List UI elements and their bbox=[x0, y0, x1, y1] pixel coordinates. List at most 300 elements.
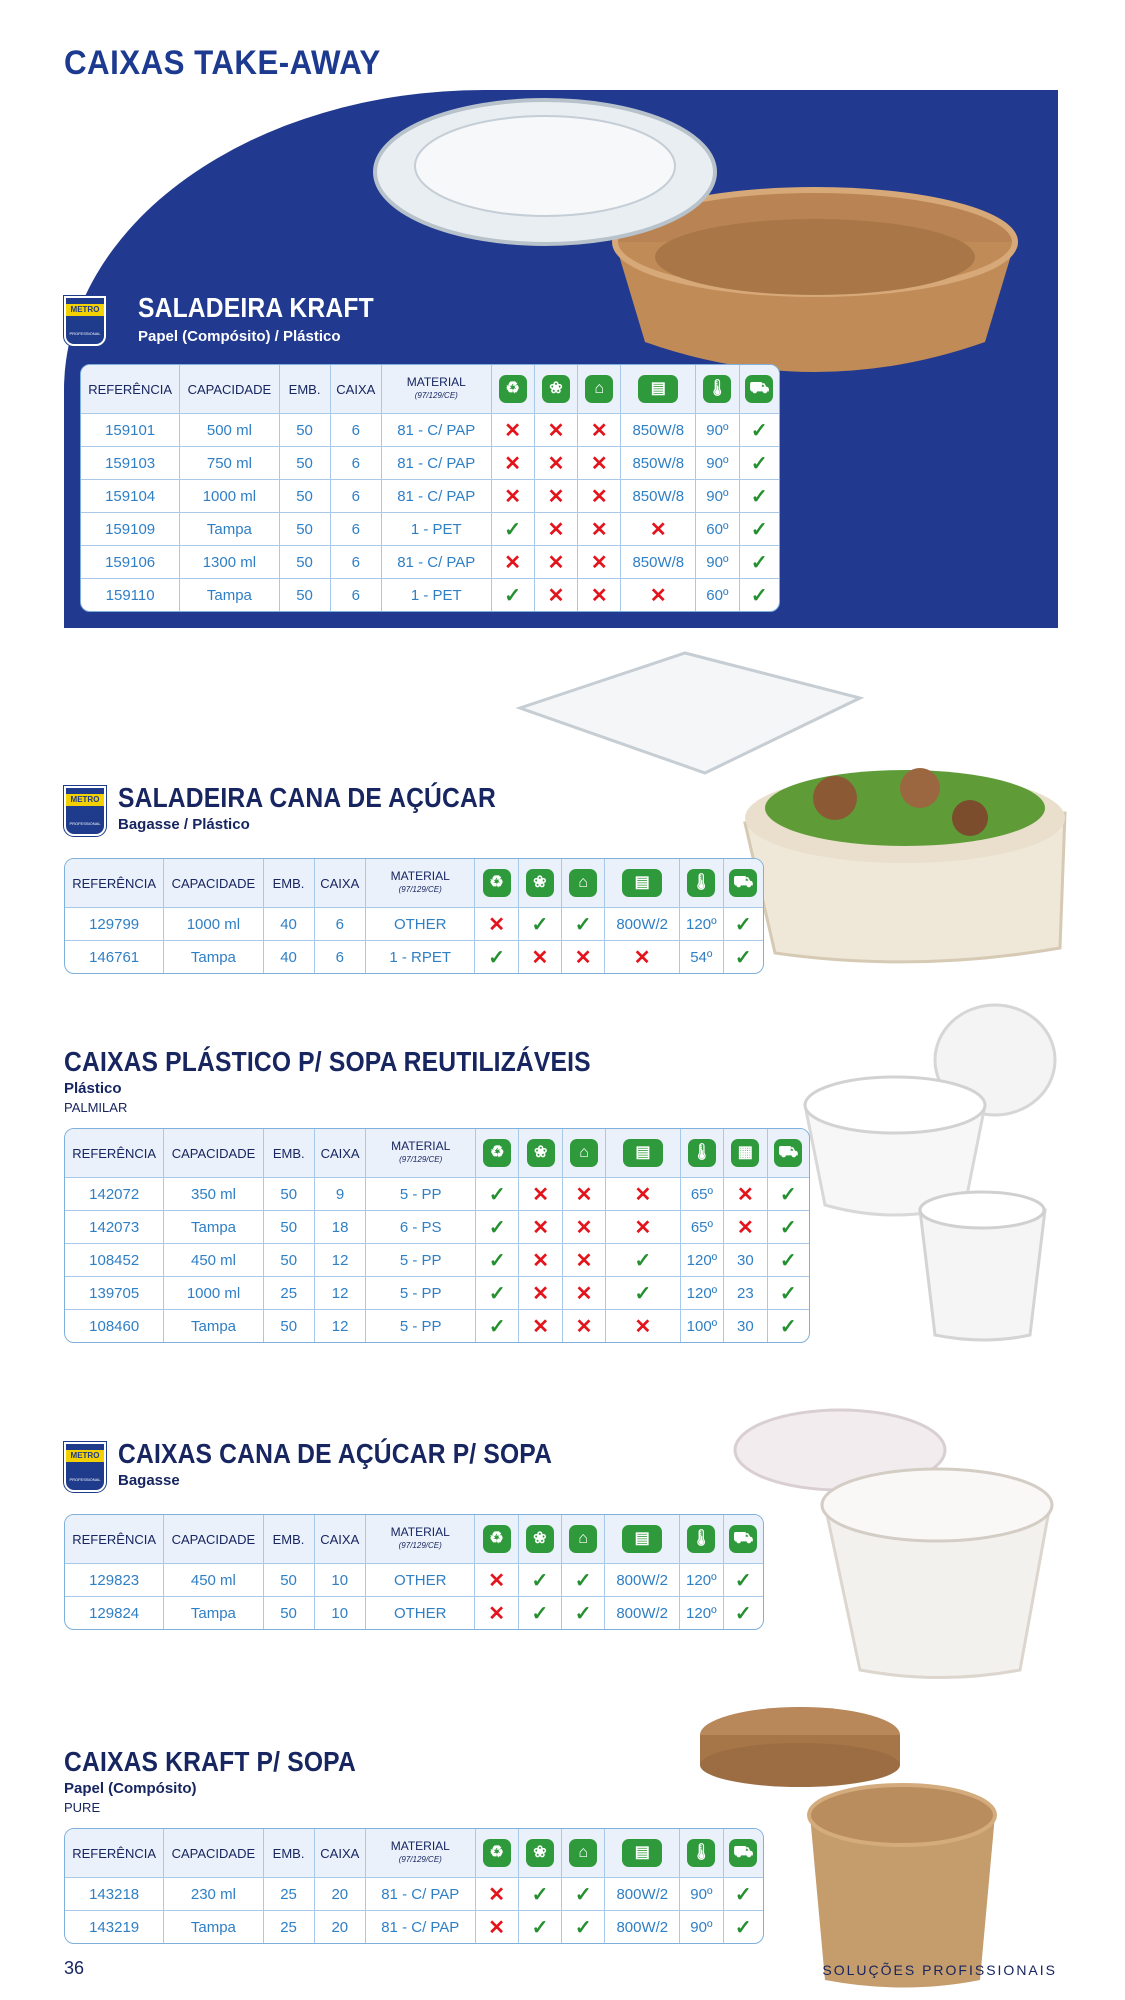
table-cell-flag bbox=[740, 480, 779, 513]
table-cell: 100º bbox=[681, 1310, 724, 1342]
cross-icon: ✕ bbox=[504, 452, 522, 475]
table-cell: 230 ml bbox=[164, 1878, 263, 1911]
metro-logo: METRO PROFESSIONAL bbox=[64, 296, 106, 346]
cross-icon: ✕ bbox=[575, 1282, 593, 1305]
oven-icon: ▦ bbox=[731, 1139, 759, 1167]
table-cell: 6 bbox=[315, 941, 366, 973]
table-cell-flag bbox=[606, 1178, 681, 1211]
table-cell-flag bbox=[740, 579, 779, 611]
table-row bbox=[65, 1310, 809, 1342]
column-header-icon bbox=[606, 1129, 681, 1178]
metro-logo: METRO PROFESSIONAL bbox=[64, 1442, 106, 1492]
microwave-icon: ▤ bbox=[638, 375, 678, 403]
material-label: MATERIAL bbox=[406, 375, 466, 389]
cross-icon: ✕ bbox=[488, 1883, 506, 1906]
table-cell: 6 bbox=[331, 447, 382, 480]
cross-icon: ✕ bbox=[504, 419, 522, 442]
table-cell-flag bbox=[562, 1564, 605, 1597]
table-cell: 10 bbox=[315, 1564, 366, 1597]
table-cell: 800W/2 bbox=[605, 908, 680, 941]
table-cell: 90º bbox=[680, 1911, 723, 1943]
table-cell: 6 bbox=[331, 513, 382, 546]
column-header: CAIXA bbox=[315, 1829, 366, 1878]
table-cell: 850W/8 bbox=[621, 414, 696, 447]
delivery-icon: ⛟ bbox=[729, 869, 757, 897]
column-header: CAPACIDADE bbox=[164, 1129, 263, 1178]
table-cell: 1300 ml bbox=[180, 546, 279, 579]
table-row bbox=[65, 1211, 809, 1244]
table-cell: 50 bbox=[264, 1178, 315, 1211]
table-cell: 54º bbox=[680, 941, 723, 973]
cross-icon: ✕ bbox=[547, 419, 565, 442]
table-cell-flag bbox=[768, 1211, 809, 1244]
delivery-icon: ⛟ bbox=[774, 1139, 802, 1167]
page-title: CAIXAS TAKE-AWAY bbox=[64, 44, 381, 82]
column-header-icon bbox=[562, 859, 605, 908]
cross-icon: ✕ bbox=[590, 485, 608, 508]
table-cell: 120º bbox=[680, 908, 723, 941]
section-title: CAIXAS CANA DE AÇÚCAR P/ SOPA bbox=[118, 1438, 553, 1469]
column-header: REFERÊNCIA bbox=[65, 1515, 164, 1564]
temperature-icon: 🌡 bbox=[687, 869, 715, 897]
table-cell: 90º bbox=[696, 414, 739, 447]
column-header-icon bbox=[578, 365, 621, 414]
temperature-icon: 🌡 bbox=[687, 1525, 715, 1553]
microwave-icon: ▤ bbox=[623, 1139, 663, 1167]
table-cell: 120º bbox=[681, 1244, 724, 1277]
table-cell: 143218 bbox=[65, 1878, 164, 1911]
compostable-icon: ❀ bbox=[526, 869, 554, 897]
recycle-icon: ♻ bbox=[483, 1525, 511, 1553]
column-header-material bbox=[366, 1515, 475, 1564]
table-cell: 20 bbox=[315, 1911, 366, 1943]
table-cell: 6 bbox=[331, 546, 382, 579]
table-row bbox=[65, 1597, 763, 1629]
material-label: MATERIAL bbox=[391, 1139, 451, 1153]
column-header: EMB. bbox=[264, 1829, 315, 1878]
column-header-material bbox=[366, 1829, 476, 1878]
table-cell-flag bbox=[535, 513, 578, 546]
table-cell: 159103 bbox=[81, 447, 180, 480]
table-cell: 800W/2 bbox=[605, 1878, 680, 1911]
table-row bbox=[65, 1911, 763, 1943]
table-cell: 18 bbox=[315, 1211, 366, 1244]
table-cell: 800W/2 bbox=[605, 1564, 680, 1597]
material-label: MATERIAL bbox=[390, 1839, 450, 1853]
table-cell-flag bbox=[476, 1178, 519, 1211]
table-cell-flag bbox=[578, 414, 621, 447]
table-cell: 81 - C/ PAP bbox=[382, 447, 492, 480]
table-cell-flag bbox=[724, 1564, 764, 1597]
cross-icon: ✕ bbox=[504, 485, 522, 508]
check-icon: ✓ bbox=[750, 584, 768, 607]
table-cell: 350 ml bbox=[164, 1178, 263, 1211]
column-header-icon bbox=[696, 365, 739, 414]
column-header: CAPACIDADE bbox=[164, 1829, 263, 1878]
table-cell: 90º bbox=[680, 1878, 723, 1911]
table-cell: Tampa bbox=[180, 579, 279, 611]
column-header-icon bbox=[519, 859, 562, 908]
table-cell: 6 bbox=[331, 414, 382, 447]
compostable-icon: ❀ bbox=[526, 1839, 554, 1867]
column-header-icon bbox=[519, 1129, 562, 1178]
product-table bbox=[80, 364, 780, 612]
table-cell: 129823 bbox=[65, 1564, 164, 1597]
table-cell: 129799 bbox=[65, 908, 164, 941]
column-header-icon bbox=[724, 1829, 763, 1878]
material-directive: (97/129/CE) bbox=[399, 1155, 443, 1164]
section-subtitle: Bagasse bbox=[118, 1472, 180, 1489]
table-cell: 12 bbox=[315, 1277, 366, 1310]
cross-icon: ✕ bbox=[649, 518, 667, 541]
column-header-material bbox=[366, 1129, 476, 1178]
table-cell-flag bbox=[562, 1597, 605, 1629]
microwave-icon: ▤ bbox=[622, 869, 662, 897]
column-header-icon bbox=[768, 1129, 809, 1178]
column-header-icon bbox=[724, 1515, 764, 1564]
column-header-icon bbox=[519, 1829, 562, 1878]
temperature-icon: 🌡 bbox=[688, 1139, 716, 1167]
table-cell-flag bbox=[563, 1178, 606, 1211]
table-cell: 30 bbox=[724, 1310, 767, 1342]
section-title: SALADEIRA CANA DE AÇÚCAR bbox=[118, 782, 496, 813]
table-cell: 81 - C/ PAP bbox=[366, 1878, 476, 1911]
cross-icon: ✕ bbox=[488, 1602, 505, 1625]
table-cell: 129824 bbox=[65, 1597, 164, 1629]
check-icon: ✓ bbox=[734, 913, 752, 936]
column-header: EMB. bbox=[280, 365, 331, 414]
table-cell-flag bbox=[578, 513, 621, 546]
food-waste-icon: ⌂ bbox=[569, 869, 597, 897]
column-header: CAIXA bbox=[331, 365, 382, 414]
check-icon: ✓ bbox=[488, 1249, 506, 1272]
microwave-icon: ▤ bbox=[622, 1525, 662, 1553]
table-cell-flag bbox=[606, 1310, 681, 1342]
material-directive: (97/129/CE) bbox=[398, 1855, 442, 1864]
table-cell-flag bbox=[519, 1878, 562, 1911]
column-header-icon bbox=[562, 1829, 605, 1878]
check-icon: ✓ bbox=[750, 452, 768, 475]
table-cell-flag bbox=[578, 579, 621, 611]
temperature-icon: 🌡 bbox=[687, 1839, 715, 1867]
table-cell: 50 bbox=[264, 1211, 315, 1244]
check-icon: ✓ bbox=[734, 1569, 752, 1592]
table-cell-flag bbox=[578, 546, 621, 579]
table-cell: 1000 ml bbox=[180, 480, 279, 513]
cross-icon: ✕ bbox=[532, 1216, 550, 1239]
check-icon: ✓ bbox=[734, 1602, 752, 1625]
table-cell-flag bbox=[563, 1310, 606, 1342]
table-cell: 800W/2 bbox=[605, 1911, 680, 1943]
column-header-icon bbox=[680, 1515, 723, 1564]
table-cell: 1000 ml bbox=[164, 908, 263, 941]
table-cell-flag bbox=[475, 908, 518, 941]
table-cell: 146761 bbox=[65, 941, 164, 973]
table-cell: 25 bbox=[264, 1277, 315, 1310]
table-cell: 81 - C/ PAP bbox=[382, 480, 492, 513]
table-cell: 50 bbox=[264, 1310, 315, 1342]
table-cell-flag bbox=[768, 1310, 809, 1342]
food-waste-icon: ⌂ bbox=[585, 375, 613, 403]
table-cell: 850W/8 bbox=[621, 447, 696, 480]
check-icon: ✓ bbox=[750, 485, 768, 508]
table-cell: 65º bbox=[681, 1211, 724, 1244]
check-icon: ✓ bbox=[504, 584, 522, 607]
check-icon: ✓ bbox=[531, 1916, 549, 1939]
table-cell: OTHER bbox=[366, 1597, 475, 1629]
recycle-icon: ♻ bbox=[483, 869, 511, 897]
table-cell-flag bbox=[724, 1211, 767, 1244]
column-header: REFERÊNCIA bbox=[65, 859, 164, 908]
column-header-icon bbox=[492, 365, 535, 414]
cross-icon: ✕ bbox=[532, 1249, 550, 1272]
cross-icon: ✕ bbox=[575, 1249, 593, 1272]
check-icon: ✓ bbox=[574, 1916, 592, 1939]
check-icon: ✓ bbox=[779, 1282, 797, 1305]
table-cell-flag bbox=[475, 1597, 518, 1629]
table-cell: 90º bbox=[696, 546, 739, 579]
check-icon: ✓ bbox=[750, 551, 768, 574]
page-number: 36 bbox=[64, 1958, 85, 1978]
table-cell: Tampa bbox=[164, 1310, 263, 1342]
table-cell-flag bbox=[563, 1277, 606, 1310]
column-header: EMB. bbox=[264, 1129, 315, 1178]
table-cell: 450 ml bbox=[164, 1244, 263, 1277]
cross-icon: ✕ bbox=[590, 584, 608, 607]
table-cell-flag bbox=[724, 908, 764, 941]
table-cell-flag bbox=[535, 447, 578, 480]
table-cell-flag bbox=[563, 1244, 606, 1277]
table-cell: 9 bbox=[315, 1178, 366, 1211]
cross-icon: ✕ bbox=[634, 1183, 652, 1206]
delivery-icon: ⛟ bbox=[729, 1839, 757, 1867]
table-cell: 120º bbox=[680, 1564, 723, 1597]
column-header-icon bbox=[680, 1829, 723, 1878]
table-cell-flag bbox=[621, 579, 696, 611]
material-label: MATERIAL bbox=[390, 869, 450, 883]
table-cell-flag bbox=[724, 1911, 763, 1943]
section-title: CAIXAS KRAFT P/ SOPA bbox=[64, 1746, 356, 1777]
table-cell: Tampa bbox=[164, 941, 263, 973]
cross-icon: ✕ bbox=[531, 946, 549, 969]
table-row bbox=[65, 1878, 763, 1911]
table-cell: 850W/8 bbox=[621, 546, 696, 579]
cross-icon: ✕ bbox=[575, 1216, 593, 1239]
table-cell: OTHER bbox=[366, 908, 475, 941]
table-cell-flag bbox=[519, 1244, 562, 1277]
table-row bbox=[81, 480, 779, 513]
table-cell: Tampa bbox=[180, 513, 279, 546]
table-cell: 6 bbox=[331, 480, 382, 513]
table-cell-flag bbox=[606, 1244, 681, 1277]
section-caixas-cana-sopa bbox=[64, 1438, 1064, 1625]
check-icon: ✓ bbox=[734, 1883, 752, 1906]
section-brand: PURE bbox=[64, 1800, 101, 1815]
check-icon: ✓ bbox=[634, 1249, 652, 1272]
table-cell-flag bbox=[768, 1277, 809, 1310]
cross-icon: ✕ bbox=[590, 518, 608, 541]
table-cell: 142073 bbox=[65, 1211, 164, 1244]
cross-icon: ✕ bbox=[547, 551, 565, 574]
table-cell: 159110 bbox=[81, 579, 180, 611]
cross-icon: ✕ bbox=[736, 1216, 754, 1239]
table-cell: 23 bbox=[724, 1277, 767, 1310]
section-title: SALADEIRA KRAFT bbox=[138, 292, 374, 323]
cross-icon: ✕ bbox=[488, 913, 505, 936]
table-cell: 139705 bbox=[65, 1277, 164, 1310]
section-subtitle: Papel (Compósito) / Plástico bbox=[138, 328, 341, 345]
table-cell: 50 bbox=[280, 447, 331, 480]
table-cell: 90º bbox=[696, 480, 739, 513]
table-cell: 6 - PS bbox=[366, 1211, 476, 1244]
table-cell-flag bbox=[535, 480, 578, 513]
table-row bbox=[65, 1277, 809, 1310]
check-icon: ✓ bbox=[634, 1282, 652, 1305]
table-cell-flag bbox=[724, 1878, 763, 1911]
table-cell: 5 - PP bbox=[366, 1178, 476, 1211]
recycle-icon: ♻ bbox=[483, 1839, 511, 1867]
section-subtitle: Plástico bbox=[64, 1080, 122, 1097]
cross-icon: ✕ bbox=[649, 584, 667, 607]
table-cell: 12 bbox=[315, 1310, 366, 1342]
table-cell: Tampa bbox=[164, 1597, 263, 1629]
table-cell: 159101 bbox=[81, 414, 180, 447]
table-cell: 12 bbox=[315, 1244, 366, 1277]
table-cell: 120º bbox=[680, 1597, 723, 1629]
cross-icon: ✕ bbox=[488, 1916, 506, 1939]
column-header: EMB. bbox=[264, 1515, 315, 1564]
table-cell-flag bbox=[476, 1244, 519, 1277]
check-icon: ✓ bbox=[750, 419, 768, 442]
table-cell: 6 bbox=[331, 579, 382, 611]
check-icon: ✓ bbox=[779, 1315, 797, 1338]
cross-icon: ✕ bbox=[590, 551, 608, 574]
table-cell: 60º bbox=[696, 513, 739, 546]
table-cell-flag bbox=[535, 414, 578, 447]
table-cell: 800W/2 bbox=[605, 1597, 680, 1629]
column-header-icon bbox=[681, 1129, 724, 1178]
table-cell: 60º bbox=[696, 579, 739, 611]
cross-icon: ✕ bbox=[736, 1183, 754, 1206]
table-cell: 50 bbox=[264, 1597, 315, 1629]
cross-icon: ✕ bbox=[633, 946, 651, 969]
table-row bbox=[81, 447, 779, 480]
table-cell: 81 - C/ PAP bbox=[366, 1911, 476, 1943]
table-row bbox=[81, 546, 779, 579]
cross-icon: ✕ bbox=[575, 1315, 593, 1338]
table-cell-flag bbox=[492, 480, 535, 513]
check-icon: ✓ bbox=[750, 518, 768, 541]
food-waste-icon: ⌂ bbox=[570, 1139, 598, 1167]
column-header-icon bbox=[475, 859, 518, 908]
table-cell-flag bbox=[578, 480, 621, 513]
table-cell: 142072 bbox=[65, 1178, 164, 1211]
column-header-icon bbox=[562, 1515, 605, 1564]
section-saladeira-cana bbox=[64, 782, 1064, 969]
compostable-icon: ❀ bbox=[542, 375, 570, 403]
table-cell: OTHER bbox=[366, 1564, 475, 1597]
column-header-material bbox=[366, 859, 475, 908]
table-cell: 50 bbox=[280, 579, 331, 611]
table-cell: 5 - PP bbox=[366, 1244, 476, 1277]
column-header-icon bbox=[476, 1129, 519, 1178]
table-row bbox=[65, 1244, 809, 1277]
column-header: REFERÊNCIA bbox=[65, 1829, 164, 1878]
table-cell: 159104 bbox=[81, 480, 180, 513]
table-cell: 25 bbox=[264, 1911, 315, 1943]
table-cell-flag bbox=[562, 1878, 605, 1911]
section-saladeira-kraft bbox=[64, 292, 1064, 607]
cross-icon: ✕ bbox=[532, 1315, 550, 1338]
column-header: CAIXA bbox=[315, 1129, 366, 1178]
table-cell-flag bbox=[519, 1178, 562, 1211]
table-cell-flag bbox=[606, 1277, 681, 1310]
check-icon: ✓ bbox=[779, 1216, 797, 1239]
table-cell: 5 - PP bbox=[366, 1310, 476, 1342]
table-cell-flag bbox=[768, 1244, 809, 1277]
table-cell-flag bbox=[492, 513, 535, 546]
section-caixas-plastico bbox=[64, 1046, 1064, 1338]
cross-icon: ✕ bbox=[547, 518, 565, 541]
table-cell: 6 bbox=[315, 908, 366, 941]
column-header-icon bbox=[621, 365, 696, 414]
table-cell-flag bbox=[578, 447, 621, 480]
check-icon: ✓ bbox=[504, 518, 522, 541]
table-cell: 50 bbox=[280, 513, 331, 546]
table-cell: 750 ml bbox=[180, 447, 279, 480]
column-header-icon bbox=[476, 1829, 519, 1878]
table-cell: 5 - PP bbox=[366, 1277, 476, 1310]
compostable-icon: ❀ bbox=[526, 1525, 554, 1553]
table-cell-flag bbox=[768, 1178, 809, 1211]
check-icon: ✓ bbox=[531, 913, 549, 936]
microwave-icon: ▤ bbox=[622, 1839, 662, 1867]
table-cell-flag bbox=[724, 1178, 767, 1211]
table-cell-flag bbox=[519, 908, 562, 941]
table-row bbox=[65, 1178, 809, 1211]
table-row bbox=[81, 513, 779, 546]
column-header-icon bbox=[724, 1129, 767, 1178]
recycle-icon: ♻ bbox=[499, 375, 527, 403]
check-icon: ✓ bbox=[574, 1602, 592, 1625]
table-cell-flag bbox=[740, 447, 779, 480]
table-cell-flag bbox=[476, 1310, 519, 1342]
table-cell-flag bbox=[492, 414, 535, 447]
table-row bbox=[65, 908, 763, 941]
cross-icon: ✕ bbox=[547, 452, 565, 475]
table-cell: 40 bbox=[264, 941, 315, 973]
cross-icon: ✕ bbox=[590, 452, 608, 475]
delivery-icon: ⛟ bbox=[729, 1525, 757, 1553]
table-cell-flag bbox=[519, 1911, 562, 1943]
table-cell-flag bbox=[519, 1597, 562, 1629]
table-cell: 50 bbox=[280, 480, 331, 513]
section-caixas-kraft-sopa bbox=[64, 1746, 1064, 1939]
column-header-icon bbox=[475, 1515, 518, 1564]
table-cell-flag bbox=[519, 1277, 562, 1310]
section-subtitle: Papel (Compósito) bbox=[64, 1780, 197, 1797]
column-header-icon bbox=[535, 365, 578, 414]
table-cell-flag bbox=[605, 941, 680, 973]
table-row bbox=[81, 579, 779, 611]
cross-icon: ✕ bbox=[574, 946, 592, 969]
check-icon: ✓ bbox=[734, 946, 752, 969]
table-cell-flag bbox=[519, 941, 562, 973]
table-row bbox=[65, 1564, 763, 1597]
table-cell-flag bbox=[562, 908, 605, 941]
table-cell: 850W/8 bbox=[621, 480, 696, 513]
section-subtitle: Bagasse / Plástico bbox=[118, 816, 250, 833]
